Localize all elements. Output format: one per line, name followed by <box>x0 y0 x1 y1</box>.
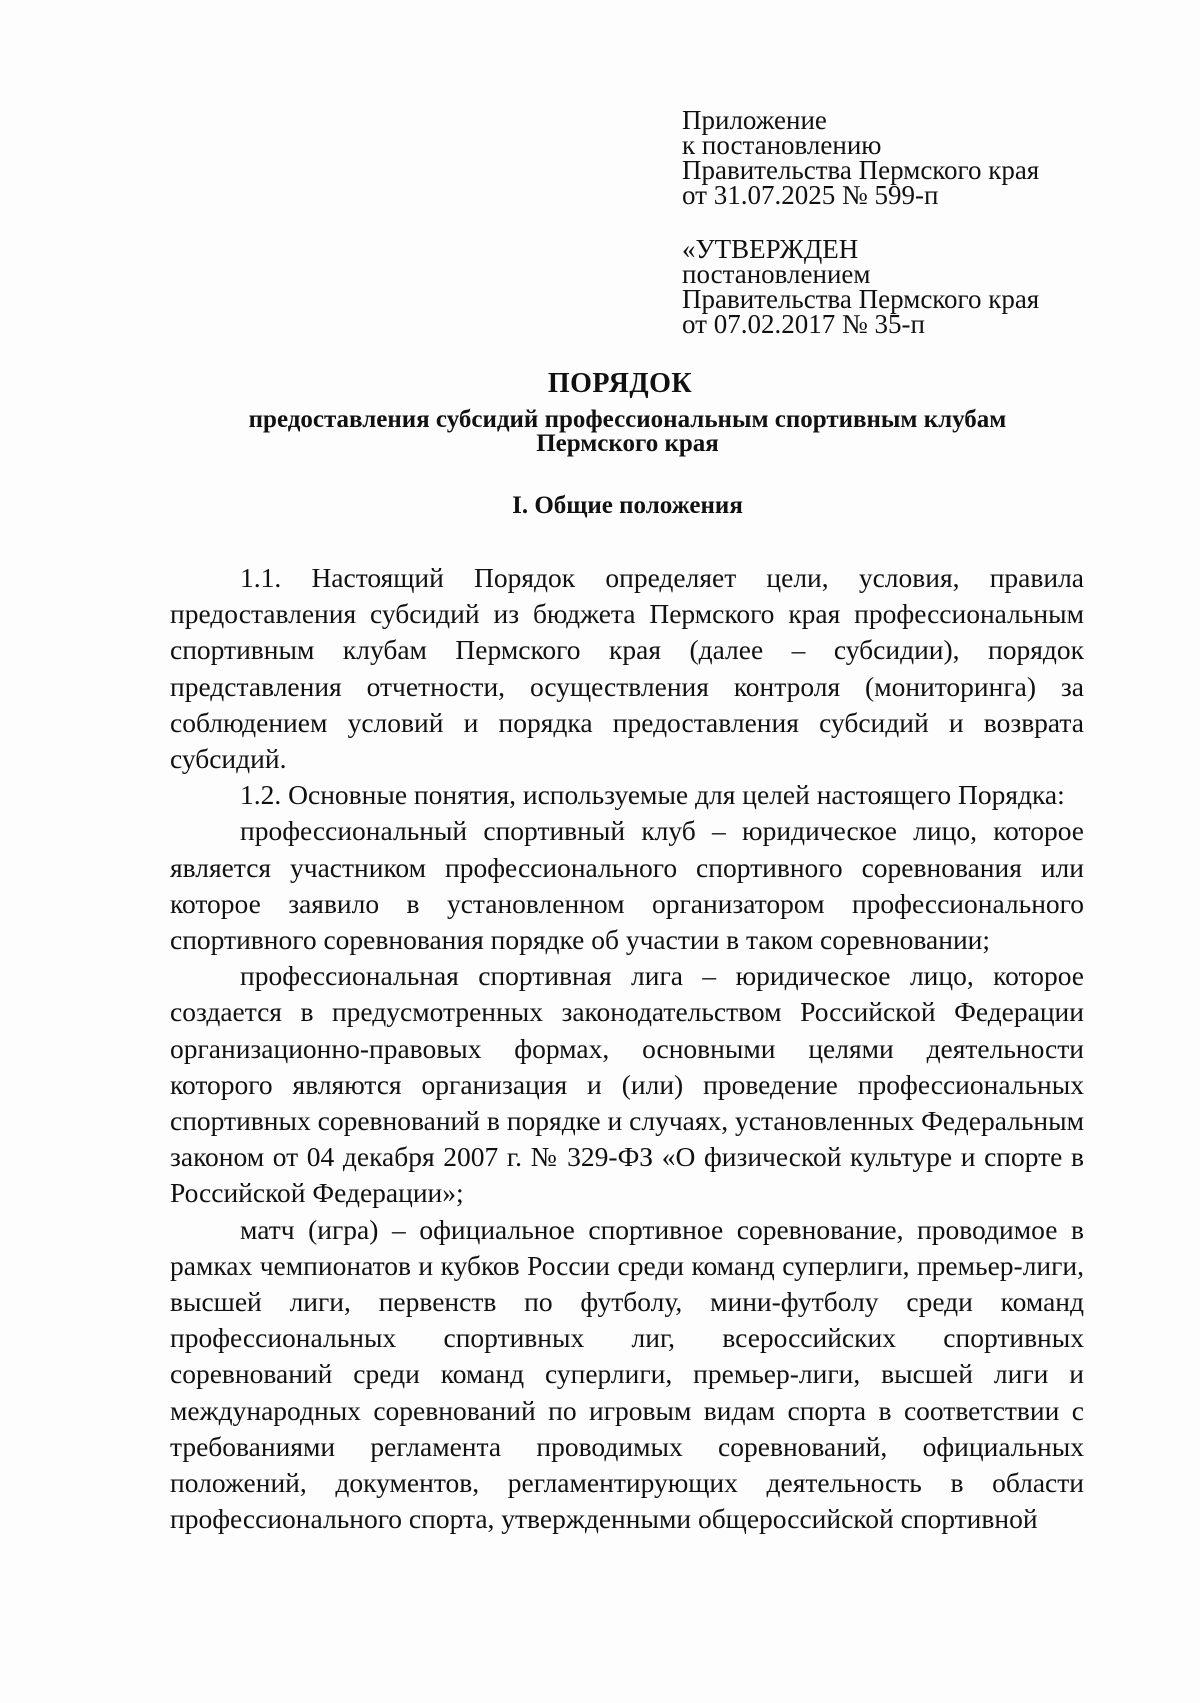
attachment-line: Правительства Пермского края <box>682 155 1040 185</box>
attachment-block <box>682 105 1152 210</box>
document-body <box>170 560 1084 1537</box>
attachment-line: от 31.07.2025 № 599-п <box>682 180 939 210</box>
subtitle-line: Пермского края <box>536 430 719 457</box>
document-subtitle <box>0 408 1200 456</box>
approval-block <box>682 234 1152 339</box>
paragraph: 1.2. Основные понятия, используемые для целей настоящего Порядка: <box>240 779 1065 811</box>
section-heading: I. Общие положения <box>512 492 743 519</box>
subtitle-line: предоставления субсидий профессиональным спортивным клубам <box>248 406 1007 433</box>
paragraph: профессиональная спортивная лига – юридическое лицо, которое создается в предусмотренных законодательством Российской Федерации организационно-правовых формах, основными целями деятельности которого являются организация и (или) проведение профессиональных спортивных соревнований в порядке и случаях, установленных Федеральным законом от 04 декабря 2007 г. № 329-ФЗ «О физической культуре и спорте в Российской Федерации»; <box>170 960 1084 1209</box>
document-title: ПОРЯДОК <box>547 368 693 399</box>
attachment-line: Приложение <box>682 105 827 135</box>
attachment-line: к постановлению <box>682 130 882 160</box>
approval-line: от 07.02.2017 № 35-п <box>682 309 925 339</box>
paragraph: 1.1. Настоящий Порядок определяет цели, условия, правила предоставления субсидий из бюджета Пермского края профессиональным спортивным клубам Пермского края (далее – субсидии), порядок представления отчетности, осуществления контроля (мониторинга) за соблюдением условий и порядка предоставления субсидий и возврата субсидий. <box>170 562 1084 775</box>
approval-line: Правительства Пермского края <box>682 284 1040 314</box>
approval-line: постановлением <box>682 259 871 289</box>
paragraph: матч (игра) – официальное спортивное соревнование, проводимое в рамках чемпионатов и кубков России среди команд суперлиги, премьер-лиги, высшей лиги, первенств по футболу, мини-футболу среди команд профессиональных спортивных лиг, всероссийских спортивных соревнований среди команд суперлиги, премьер-лиги, высшей лиги и международных соревнований по игровым видам спорта в соответствии с требованиями регламента проводимых соревнований, официальных положений, документов, регламентирующих деятельность в области профессионального спорта, утвержденными общероссийской спортивной <box>170 1213 1084 1535</box>
paragraph: профессиональный спортивный клуб – юридическое лицо, которое является участником профессионального спортивного соревнования или которое заявило в установленном организатором профессионального спортивного соревнования порядке об участии в таком соревновании; <box>170 815 1084 956</box>
approval-line: «УТВЕРЖДЕН <box>682 234 859 264</box>
